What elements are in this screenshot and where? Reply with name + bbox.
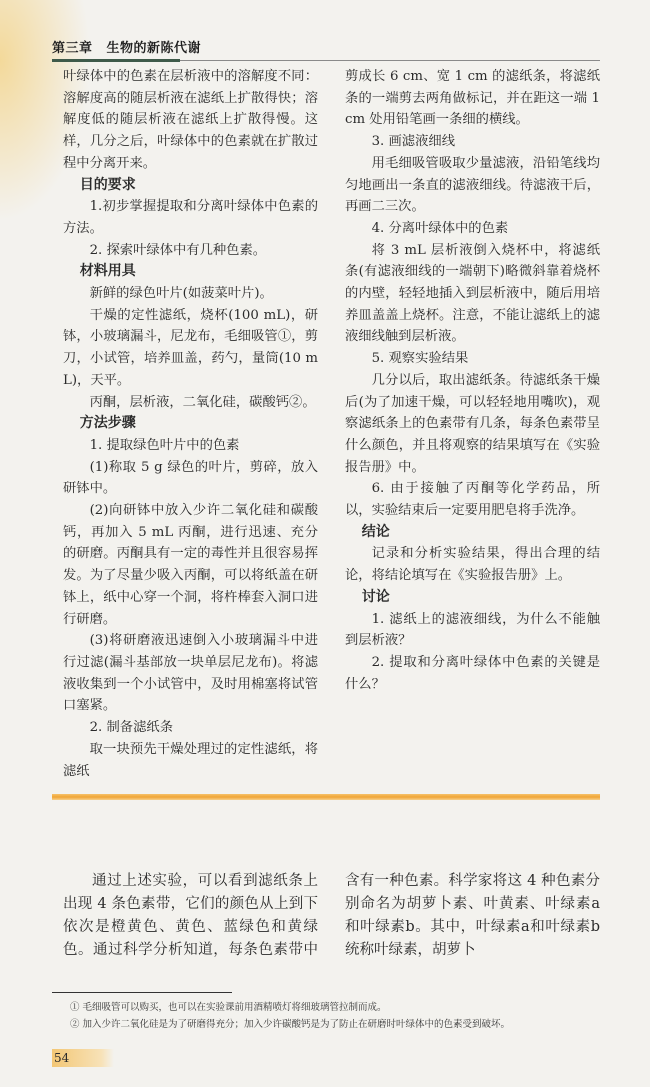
- right-column: [345, 66, 600, 782]
- step-title: 4. 分离叶绿体中的色素: [371, 220, 509, 236]
- materials-paragraph: 丙酮，层析液，二氧化硅，碳酸钙②。: [89, 394, 316, 410]
- step-paragraph: (1)称取 5 g 绿色的叶片，剪碎，放入研钵中。: [63, 459, 318, 497]
- heading-method: 方法步骤: [79, 415, 136, 432]
- step-paragraph: 几分以后，取出滤纸条。待滤纸条干燥后(为了加速干燥，可以轻轻地用嘴吹)，观察滤纸条上的色素带有几条，每条色素带呈什么颜色，并且将观察的结果填写在《实验报告册》中。: [345, 372, 600, 475]
- heading-conclusion: 结论: [361, 523, 390, 540]
- step-paragraph: (2)向研钵中放入少许二氧化硅和碳酸钙，再加入 5 mL 丙酮，进行迅速、充分的研磨。丙酮具有一定的毒性并且很容易挥发。为了尽量少吸入丙酮，可以将纸盖在研钵上，纸中心穿一个洞，将杵棒套入洞口进行研磨。: [63, 503, 318, 627]
- discussion-question: 1. 滤纸上的滤液细线，为什么不能触到层析液？: [345, 611, 600, 649]
- left-column: [63, 66, 318, 782]
- running-header: [52, 40, 600, 58]
- page: [52, 0, 600, 1087]
- step-paragraph: 6. 由于接触了丙酮等化学药品，所以，实验结束后一定要用肥皂将手洗净。: [345, 481, 600, 519]
- chapter-number: 第三章: [52, 41, 93, 56]
- goal-item: 1.初步掌握提取和分离叶绿体中色素的方法。: [63, 199, 318, 236]
- header-rule-group: [52, 59, 600, 62]
- step-title: 2. 制备滤纸条: [89, 720, 173, 736]
- footnote: ① 毛细吸管可以购买，也可以在实验课前用酒精喷灯将细玻璃管拉制而成。: [70, 1002, 387, 1014]
- page-number: 54: [52, 1049, 114, 1067]
- step-paragraph: 取一块预先干燥处理过的定性滤纸，将滤纸: [63, 741, 318, 779]
- step-title: 1. 提取绿色叶片中的色素: [89, 437, 240, 453]
- chapter-title: 生物的新陈代谢: [106, 41, 202, 56]
- discussion-question: 2. 提取和分离叶绿体中色素的关键是什么？: [345, 654, 600, 692]
- materials-paragraph: 干燥的定性滤纸，烧杯(100 mL)，研钵，小玻璃漏斗，尼龙布，毛细吸管①，剪刀，小试管，培养皿盖，药勺，量筒(10 mL)，天平。: [63, 307, 318, 388]
- step-paragraph: 用毛细吸管吸取少量滤液，沿铅笔线均匀地画出一条直的滤液细线。待滤液干后，再画二三次。: [345, 155, 600, 215]
- header-rule: [180, 60, 600, 61]
- heading-materials: 材料用具: [79, 263, 136, 280]
- materials-paragraph: 新鲜的绿色叶片(如菠菜叶片)。: [89, 286, 273, 302]
- step-paragraph: 将 3 mL 层析液倒入烧杯中，将滤纸条(有滤液细线的一端朝下)略微斜靠着烧杯的内壁，轻轻地插入到层析液中，随后用培养皿盖盖上烧杯。注意，不能让滤纸上的滤液细线触到层析液。: [345, 242, 600, 345]
- body-paragraph: 通过上述实验，可以看到滤纸条上出现 4 条色素带，它们的颜色从上到下依次是橙黄色、黄色、蓝绿色和黄绿色。通过科学分析知道，每条色素带中含有一种色素。科学家将这 4 种色素分别命名为胡萝卜素、叶黄素、叶绿素a和叶绿素b。其中，叶绿素a和叶绿素b统称叶绿素，胡萝卜: [63, 873, 600, 959]
- footnotes: [52, 999, 600, 1033]
- footnote-rule: [52, 992, 232, 993]
- step-title: 5. 观察实验结果: [371, 351, 469, 367]
- step-title: 3. 画滤液细线: [371, 134, 455, 150]
- section-separator: [52, 794, 600, 800]
- heading-discussion: 讨论: [361, 588, 390, 605]
- two-column-body: [52, 66, 600, 782]
- body-text: [63, 870, 600, 962]
- step-paragraph: (3)将研磨液迅速倒入小玻璃漏斗中进行过滤(漏斗基部放一块单层尼龙布)。将滤液收集到一个小试管中，及时用棉塞将试管口塞紧。: [63, 633, 318, 714]
- step-paragraph: 剪成长 6 cm、宽 1 cm 的滤纸条，将滤纸条的一端剪去两角做标记，并在距这一端 1 cm 处用铅笔画一条细的横线。: [345, 69, 600, 128]
- footnote: ② 加入少许二氧化硅是为了研磨得充分；加入少许碳酸钙是为了防止在研磨时叶绿体中的色素受到破坏。: [70, 1019, 511, 1031]
- intro-paragraph: 叶绿体中的色素在层析液中的溶解度不同：溶解度高的随层析液在滤纸上扩散得快；溶解度低的随层析液在滤纸上扩散得慢。这样，几分之后，叶绿体中的色素就在扩散过程中分离开来。: [63, 69, 318, 171]
- goal-item: 2. 探索叶绿体中有几种色素。: [89, 242, 267, 258]
- header-accent-bar: [52, 59, 180, 62]
- heading-goals: 目的要求: [79, 176, 136, 193]
- conclusion-paragraph: 记录和分析实验结果，得出合理的结论，将结论填写在《实验报告册》上。: [345, 546, 600, 584]
